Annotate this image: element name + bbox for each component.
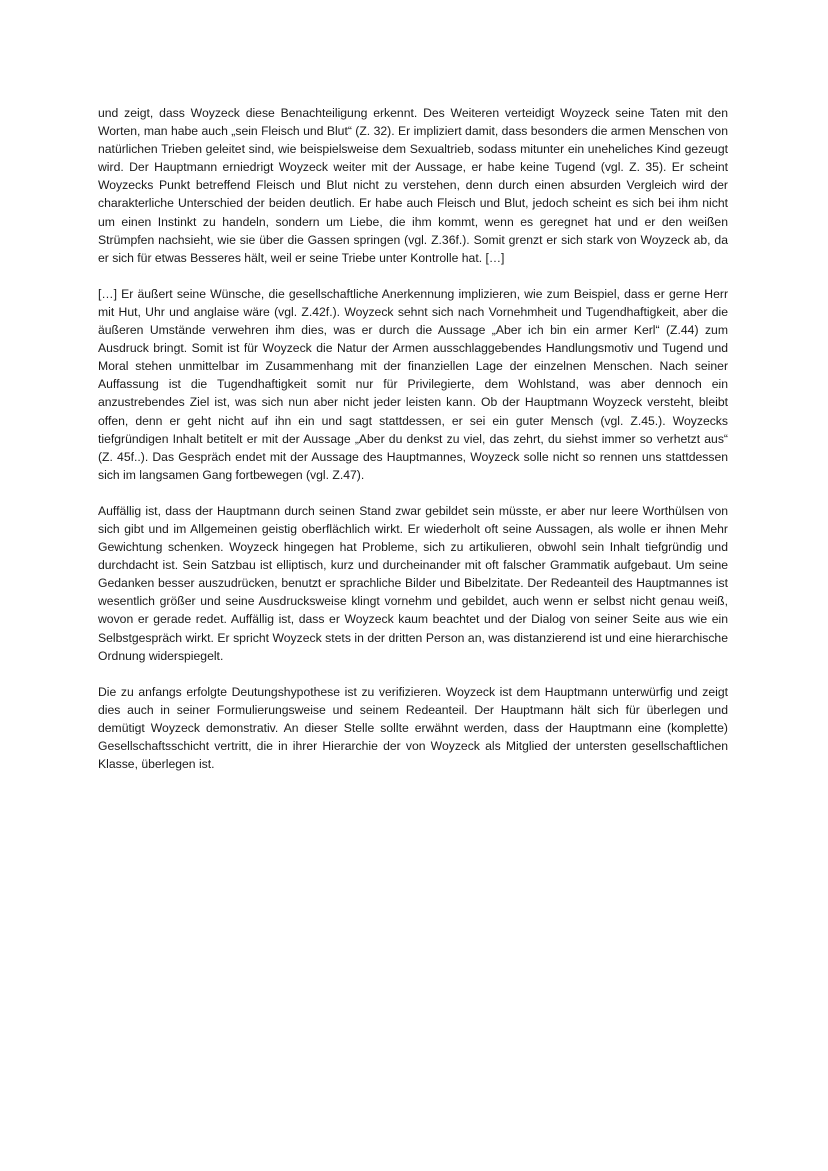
- paragraph-3: Auffällig ist, dass der Hauptmann durch seinen Stand zwar gebildet sein müsste, er aber nur leere Worthülsen von sich gibt und im Allgemeinen geistig oberflächlich wirkt. Er wiederholt oft seine Aussagen, als wolle er ihnen Mehr Gewichtung schenken. Woyzeck hingegen hat Probleme, sich zu artikulieren, obwohl sein Inhalt tiefgründig und durchdacht ist. Sein Satzbau ist elliptisch, kurz und durcheinander mit oft falscher Grammatik aufgebaut. Um seine Gedanken besser auszudrücken, benutzt er sprachliche Bilder und Bibelzitate. Der Redeanteil des Hauptmannes ist wesentlich größer und seine Ausdrucksweise klingt vornehm und gebildet, auch wenn er selbst nicht genau weiß, wovon er gerade redet. Auffällig ist, dass er Woyzeck kaum beachtet und der Dialog von seiner Seite aus wie ein Selbstgespräch wirkt. Er spricht Woyzeck stets in der dritten Person an, was distanzierend ist und eine hierarchische Ordnung widerspiegelt.: [98, 503, 728, 663]
- paragraph-1: und zeigt, dass Woyzeck diese Benachteiligung erkennt. Des Weiteren verteidigt Woyzeck seine Taten mit den Worten, man habe auch „sein Fleisch und Blut“ (Z. 32). Er impliziert damit, dass besonders die armen Menschen von natürlichen Trieben geleitet sind, wie beispielsweise dem Sexualtrieb, sodass mitunter ein uneheliches Kind gezeugt wird. Der Hauptmann erniedrigt Woyzeck weiter mit der Aussage, er habe keine Tugend (vgl. Z. 35). Er scheint Woyzecks Punkt betreffend Fleisch und Blut nicht zu verstehen, denn durch einen absurden Vergleich wird der charakterliche Unterschied der beiden deutlich. Er habe auch Fleisch und Blut, jedoch scheint es sich bei ihm nicht um einen Instinkt zu handeln, sondern um Liebe, die ihm kommt, wenn es geregnet hat und er den weißen Strümpfen nachsieht, wie sie über die Gassen springen (vgl. Z.36f.). Somit grenzt er sich stark von Woyzeck ab, da er sich für etwas Besseres hält, weil er seine Triebe unter Kontrolle hat. […]: [98, 106, 728, 265]
- paragraph-2: […] Er äußert seine Wünsche, die gesellschaftliche Anerkennung implizieren, wie zum Beispiel, dass er gerne Herr mit Hut, Uhr und anglaise wäre (vgl. Z.42f.). Woyzeck sehnt sich nach Vornehmheit und Tugendhaftigkeit, aber die äußeren Umstände verwehren ihm dies, was er durch die Aussage „Aber ich bin ein armer Kerl“ (Z.44) zum Ausdruck bringt. Somit ist für Woyzeck die Natur der Armen ausschlaggebendes Handlungsmotiv und Tugend und Moral stehen unmittelbar im Zusammenhang mit der finanziellen Lage der einzelnen Menschen. Nach seiner Auffassung ist die Tugendhaftigkeit somit nur für Privilegierte, dem Wohlstand, was aber dennoch ein anzustrebendes Ziel ist, was sich nun aber nicht jeder leisten kann. Ob der Hauptmann Woyzeck versteht, bleibt offen, denn er geht nicht auf ihn ein und sagt stattdessen, er sei ein guter Mensch (vgl. Z.45.). Woyzecks tiefgründigen Inhalt betitelt er mit der Aussage „Aber du denkst zu viel, das zehrt, du siehst immer so verhetzt aus“ (Z. 45f..). Das Gespräch endet mit der Aussage des Hauptmannes, Woyzeck solle nicht so rennen uns stattdessen sich im langsamen Gang fortbewegen (vgl. Z.47).: [98, 286, 728, 482]
- document-page: [98, 104, 728, 791]
- paragraph-4: Die zu anfangs erfolgte Deutungshypothese ist zu verifizieren. Woyzeck ist dem Hauptmann unterwürfig und zeigt dies auch in seiner Formulierungsweise und seinem Redeanteil. Der Hauptmann hält sich für überlegen und demütigt Woyzeck demonstrativ. An dieser Stelle sollte erwähnt werden, dass der Hauptmann eine (komplette) Gesellschaftsschicht vertritt, die in ihrer Hierarchie der von Woyzeck als Mitglied der untersten gesellschaftlichen Klasse, überlegen ist.: [98, 684, 728, 772]
